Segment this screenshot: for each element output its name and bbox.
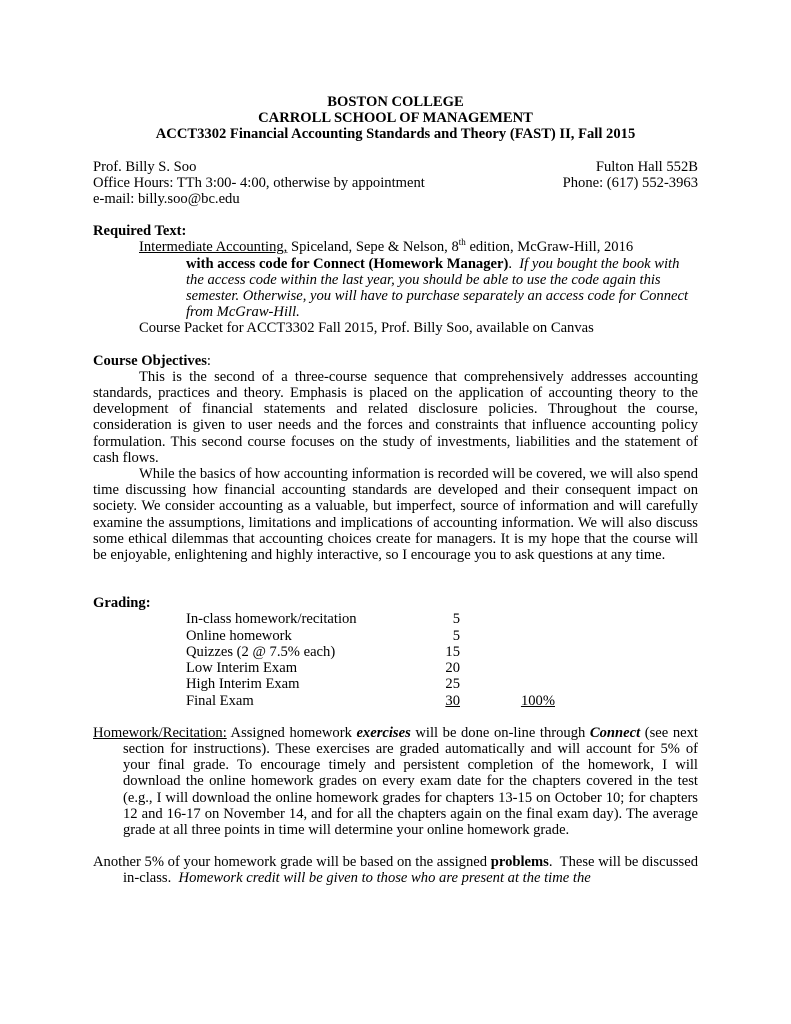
homework2-text-2: . These will be discussed in-class. [123, 854, 702, 887]
grading-item-label: High Interim Exam [186, 676, 300, 693]
objectives-paragraph-1: This is the second of a three-course sequence that comprehensively addresses accounting standards, practices and theory. Emphasis is placed on the application of accounting theory to the development of financial statements and related disclosure policies. Throughout the course, consideration is given to user needs and the forces and constraints that influence accounting policy formulation. This second course focuses on the study of investments, liabilities and the statement of cash flows. [93, 368, 698, 466]
book-authors: Spiceland, Sepe & Nelson, 8 [287, 239, 459, 256]
homework-text-2: will be done on-line through [410, 724, 590, 741]
connect-emphasis: Connect [589, 724, 641, 741]
grading-item-weight: 5 [452, 627, 460, 644]
grading-spacer [460, 611, 555, 627]
edition-superscript: th [458, 237, 466, 248]
phone-number: Phone: (617) 552-3963 [562, 174, 698, 191]
objectives-heading-line [93, 353, 698, 369]
objectives-paragraph-2: While the basics of how accounting information is recorded will be covered, we will also spend time discussing how financial accounting standards are developed and their consequent impact on society. We consider accounting as a valuable, but imperfect, source of information and will carefully examine the assumptions, limitations and implications of accounting information. We will also discuss some ethical dilemmas that accounting choices create for managers. It is my hope that the course will be enjoyable, enlightening and highly interactive, so I encourage you to ask questions at any time. [93, 466, 698, 564]
homework-text-3: (see next section for instructions). These exercises are graded automatically and will account for 5% of your final grade. To encourage timely and persistent completion of the homework, I will download the online homework grades on every exam date for the chapters covered in the test (e.g., I will download the online homework grades for chapters 13-15 on October 10; for chapters 12 and 16-17 on November 14, and for all the chapters again on the final exam day). The average grade at all three points in time will determine your online homework grade. [123, 724, 698, 838]
access-code-note [93, 256, 698, 321]
office-hours: Office Hours: TTh 3:00- 4:00, otherwise by appointment [93, 174, 425, 191]
homework2-text-1: Another 5% of your homework grade will be based on the assigned [93, 854, 491, 871]
course-title: ACCT3302 Financial Accounting Standards and Theory (FAST) II, Fall 2015 [155, 126, 636, 143]
grading-spacer [460, 660, 555, 676]
grading-item-weight: 15 [445, 643, 460, 660]
book-title: Intermediate Accounting, [139, 239, 288, 256]
grading-item-weight: 30 [445, 692, 460, 709]
school-division: CARROLL SCHOOL OF MANAGEMENT [258, 110, 533, 127]
homework-paragraph [93, 725, 698, 838]
exercises-emphasis: exercises [356, 724, 411, 741]
email: e-mail: billy.soo@bc.edu [93, 191, 240, 208]
grading-row [186, 676, 555, 692]
objectives-heading: Course Objectives [93, 352, 207, 369]
access-code-italic: If you bought the book with the access code within the last year, you should be able to use the code again this semester. Otherwise, you will have to purchase separately an access code for Connect from McGraw-Hill. [186, 255, 689, 321]
grading-item-weight: 20 [445, 660, 460, 677]
grading-item-label: In-class homework/recitation [186, 611, 357, 628]
homework-text-1: Assigned homework [226, 724, 357, 741]
homework-paragraph-2 [93, 854, 702, 887]
grading-row [186, 660, 555, 676]
problems-emphasis: problems [490, 854, 549, 871]
grading-heading: Grading: [93, 595, 151, 612]
grading-item-weight: 5 [452, 611, 460, 628]
grading-spacer [460, 628, 555, 644]
school-name: BOSTON COLLEGE [327, 94, 464, 110]
homework-heading: Homework/Recitation: [93, 724, 227, 741]
homework2-italic: Homework credit will be given to those who are present at the time the [178, 870, 591, 887]
course-packet: Course Packet for ACCT3302 Fall 2015, Prof. Billy Soo, available on Canvas [139, 320, 594, 337]
grading-item-label: Online homework [186, 627, 292, 644]
access-code-period: . [508, 255, 520, 272]
grading-row [186, 611, 555, 627]
access-code-bold: with access code for Connect (Homework Manager) [186, 255, 509, 272]
required-text-heading: Required Text: [93, 223, 187, 240]
grading-row [186, 628, 555, 644]
contact-row-2 [93, 175, 698, 191]
professor-name: Prof. Billy S. Soo [93, 158, 197, 175]
grading-spacer [460, 644, 555, 660]
grading-total: 100% [520, 692, 555, 709]
syllabus-page [93, 94, 702, 887]
grading-item-label: Final Exam [186, 692, 254, 709]
grading-item-weight: 25 [445, 676, 460, 693]
objectives-colon: : [206, 352, 211, 369]
grading-row [186, 644, 555, 660]
grading-spacer [460, 676, 555, 692]
book-edition: edition, McGraw-Hill, 2016 [465, 239, 634, 256]
contact-row-1 [93, 159, 698, 175]
grading-item-label: Low Interim Exam [186, 660, 298, 677]
grading-table [186, 611, 555, 708]
office-location: Fulton Hall 552B [595, 158, 698, 175]
required-book [93, 239, 698, 255]
grading-row [186, 693, 555, 709]
grading-item-label: Quizzes (2 @ 7.5% each) [186, 643, 336, 660]
